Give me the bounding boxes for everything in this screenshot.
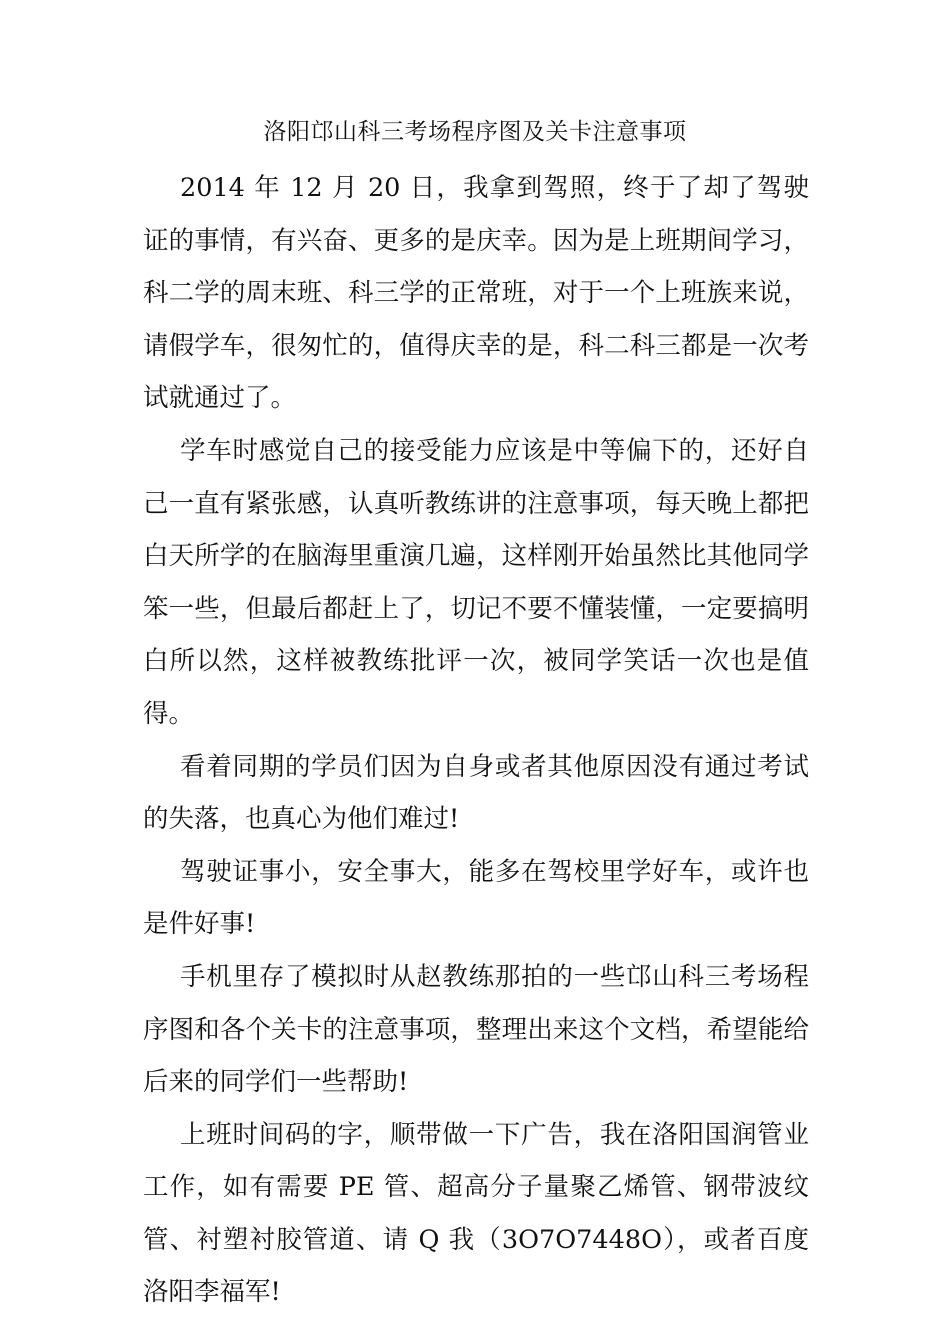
paragraph-3: 看着同期的学员们因为自身或者其他原因没有通过考试的失落，也真心为他们难过!: [143, 751, 809, 835]
paragraph-5: 手机里存了模拟时从赵教练那拍的一些邙山科三考场程序图和各个关卡的注意事项，整理出来这个文档，希望能给后来的同学们一些帮助!: [143, 961, 809, 1098]
paragraph-4: 驾驶证事小，安全事大，能多在驾校里学好车，或许也是件好事!: [143, 856, 809, 940]
paragraph-1: 2014 年 12 月 20 日，我拿到驾照，终于了却了驾驶证的事情，有兴奋、更多的是庆幸。因为是上班期间学习，科二学的周末班、科三学的正常班，对于一个上班族来说，请假学车，很匆忙的，值得庆幸的是，科二科三都是一次考试就通过了。: [143, 173, 809, 414]
document-body: [143, 162, 809, 1319]
paragraph-2: 学车时感觉自己的接受能力应该是中等偏下的，还好自己一直有紧张感，认真听教练讲的注意事项，每天晚上都把白天所学的在脑海里重演几遍，这样刚开始虽然比其他同学笨一些，但最后都赶上了，切记不要不懂装懂，一定要搞明白所以然，这样被教练批评一次，被同学笑话一次也是值得。: [143, 435, 809, 729]
paragraph-6: 上班时间码的字，顺带做一下广告，我在洛阳国润管业工作，如有需要 PE 管、超高分子量聚乙烯管、钢带波纹管、衬塑衬胶管道、请 Q 我（3O7O7448O），或者百度洛阳李福军!: [143, 1119, 809, 1308]
document-title: 洛阳邙山科三考场程序图及关卡注意事项: [263, 119, 687, 145]
